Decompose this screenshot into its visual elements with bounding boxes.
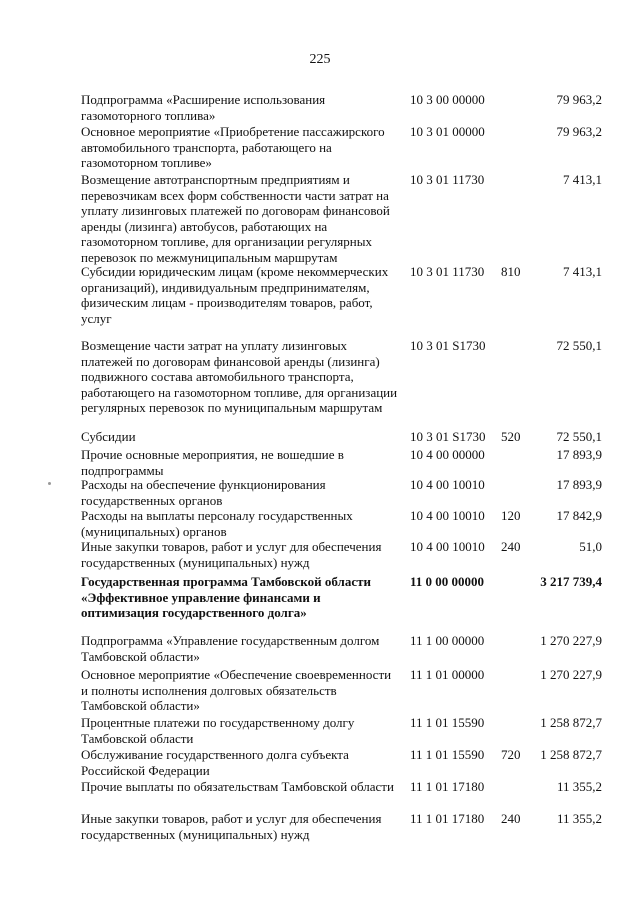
row-vr: 520	[501, 429, 521, 444]
row-code: 10 4 00 10010	[410, 477, 485, 492]
row-name: Подпрограмма «Расширение использования газомоторного топлива»	[81, 92, 326, 123]
row-sum: 7 413,1	[563, 264, 602, 279]
row-name: Субсидии	[81, 429, 136, 444]
row-name: Основное мероприятие «Обеспечение своевременности и полноты исполнения долговых обязательств Тамбовской области»	[81, 667, 392, 714]
row-name: Процентные платежи по государственному долгу Тамбовской области	[81, 715, 355, 746]
row-vr: 120	[501, 508, 521, 523]
row-code: 10 3 01 S1730	[410, 338, 486, 353]
row-name: Иные закупки товаров, работ и услуг для обеспечения государственных (муниципальных) нужд	[81, 811, 382, 842]
margin-mark	[48, 482, 51, 485]
row-code: 11 1 01 17180	[410, 811, 485, 826]
row-name: Расходы на выплаты персоналу государственных (муниципальных) органов	[81, 508, 353, 539]
row-sum: 17 893,9	[556, 477, 602, 492]
row-sum: 11 355,2	[556, 779, 602, 794]
row-vr: 240	[501, 811, 521, 826]
row-code: 11 1 01 15590	[410, 715, 485, 730]
row-sum: 1 270 227,9	[540, 667, 602, 682]
row-sum: 11 355,2	[556, 811, 602, 826]
row-code: 10 3 01 11730	[410, 172, 485, 187]
row-name: Прочие выплаты по обязательствам Тамбовской области	[81, 779, 394, 794]
row-vr: 720	[501, 747, 521, 762]
row-code: 10 3 01 11730	[410, 264, 485, 279]
row-sum: 17 842,9	[556, 508, 602, 523]
row-sum: 1 258 872,7	[540, 747, 602, 762]
row-name: Обслуживание государственного долга субъекта Российской Федерации	[81, 747, 349, 778]
row-sum: 7 413,1	[563, 172, 602, 187]
row-code: 11 1 01 15590	[410, 747, 485, 762]
row-sum: 72 550,1	[556, 429, 602, 444]
row-name: Иные закупки товаров, работ и услуг для обеспечения государственных (муниципальных) нужд	[81, 539, 382, 570]
row-sum: 72 550,1	[556, 338, 602, 353]
row-code: 10 3 00 00000	[410, 92, 485, 107]
row-name: Подпрограмма «Управление государственным долгом Тамбовской области»	[81, 633, 380, 664]
row-code: 11 1 00 00000	[410, 633, 485, 648]
row-sum: 1 270 227,9	[540, 633, 602, 648]
row-code: 11 0 00 00000	[410, 574, 485, 589]
row-name: Субсидии юридическим лицам (кроме некоммерческих организаций), индивидуальным предпринимателям, физическим лицам - производителям товаров, работ, услуг	[81, 264, 389, 326]
row-name: Возмещение части затрат на уплату лизинговых платежей по договорам финансовой аренды (лизинга) подвижного состава автомобильного транспорта, работающего на газомоторном топливе, для организации регулярных перевозок по муниципальным маршрутам	[81, 338, 398, 416]
page-number: 225	[309, 52, 331, 67]
row-vr: 240	[501, 539, 521, 554]
row-name: Основное мероприятие «Приобретение пассажирского автомобильного транспорта, работающего на газомоторном топливе»	[81, 124, 385, 171]
row-code: 11 1 01 00000	[410, 667, 485, 682]
row-code: 10 3 01 00000	[410, 124, 485, 139]
row-sum: 1 258 872,7	[540, 715, 602, 730]
row-code: 10 4 00 00000	[410, 447, 485, 462]
row-code: 10 4 00 10010	[410, 508, 485, 523]
row-vr: 810	[501, 264, 521, 279]
row-sum: 51,0	[579, 539, 602, 554]
row-sum: 79 963,2	[556, 124, 602, 139]
row-name: Возмещение автотранспортным предприятиям и перевозчикам всех форм собственности части затрат на уплату лизинговых платежей по договорам финансовой аренды (лизинга) автобусов, работающих на газомоторном топливе, для организации регулярных перевозок по межмуниципальным маршрутам	[81, 172, 390, 265]
row-code: 10 4 00 10010	[410, 539, 485, 554]
row-name: Государственная программа Тамбовской области «Эффективное управление финансами и оптимизация государственного долга»	[81, 574, 371, 621]
row-name: Прочие основные мероприятия, не вошедшие в подпрограммы	[81, 447, 344, 478]
row-sum: 17 893,9	[556, 447, 602, 462]
row-name: Расходы на обеспечение функционирования государственных органов	[81, 477, 326, 508]
row-code: 10 3 01 S1730	[410, 429, 486, 444]
row-sum: 79 963,2	[556, 92, 602, 107]
row-code: 11 1 01 17180	[410, 779, 485, 794]
row-sum: 3 217 739,4	[540, 574, 602, 589]
